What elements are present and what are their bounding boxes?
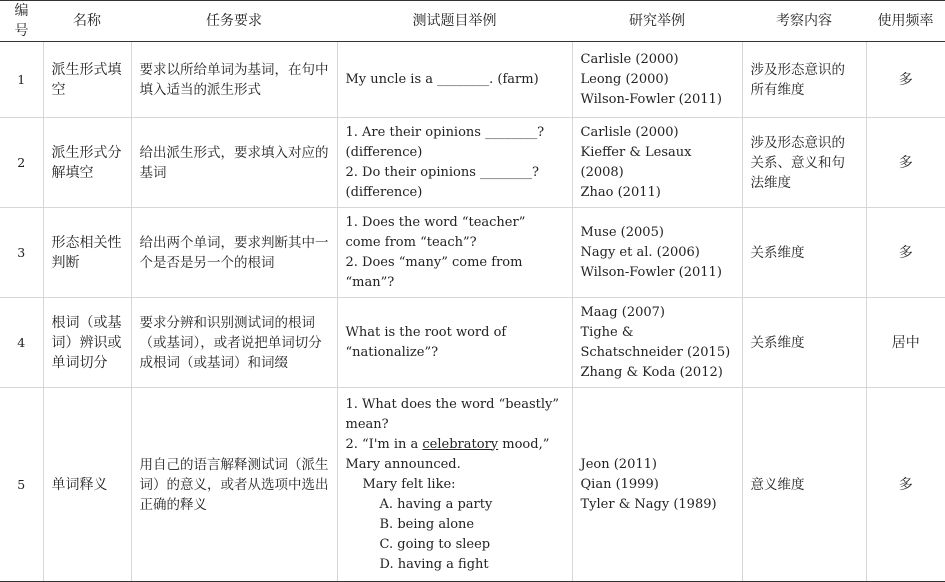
- header-frequency: 使用频率: [866, 1, 945, 42]
- study-item: Muse (2005): [580, 224, 664, 240]
- example-item: Mary felt like:: [362, 476, 456, 492]
- study-item: Jeon (2011): [580, 456, 657, 472]
- table-row: [0, 42, 945, 118]
- study-item: Wilson-Fowler (2011): [580, 91, 722, 107]
- study-item: Tighe & Schatschneider (2015): [580, 324, 731, 360]
- assessed-content: 关系维度: [742, 208, 866, 298]
- study-examples: [572, 298, 742, 388]
- assessed-content: 意义维度: [742, 388, 866, 582]
- usage-frequency: 居中: [866, 298, 945, 388]
- example-item: 1. Does the word “teacher” come from “teach”?: [345, 214, 526, 250]
- header-row: [0, 1, 945, 42]
- header-studies: 研究举例: [572, 1, 742, 42]
- task-name: 根词（或基词）辨识或单词切分: [43, 298, 131, 388]
- study-examples: [572, 42, 742, 118]
- option-item: A. having a party: [379, 496, 493, 512]
- task-name: 单词释义: [43, 388, 131, 582]
- header-example: 测试题目举例: [337, 1, 572, 42]
- usage-frequency: 多: [866, 208, 945, 298]
- usage-frequency: 多: [866, 118, 945, 208]
- underlined-word: celebratory: [422, 436, 499, 452]
- test-example: [337, 118, 572, 208]
- usage-frequency: 多: [866, 42, 945, 118]
- task-name: 形态相关性判断: [43, 208, 131, 298]
- table-row: [0, 118, 945, 208]
- row-number: 2: [0, 118, 43, 208]
- task-requirement: 用自己的语言解释测试词（派生词）的意义，或者从选项中选出正确的释义: [131, 388, 337, 582]
- header-name: 名称: [43, 1, 131, 42]
- table-row: [0, 388, 945, 582]
- usage-frequency: 多: [866, 388, 945, 582]
- test-example: [337, 388, 572, 582]
- test-example: [337, 208, 572, 298]
- study-item: Nagy et al. (2006): [580, 244, 700, 260]
- study-item: Wilson-Fowler (2011): [580, 264, 722, 280]
- header-content: 考察内容: [742, 1, 866, 42]
- study-item: Maag (2007): [580, 304, 665, 320]
- option-item: B. being alone: [379, 516, 475, 532]
- header-no: 编号: [0, 1, 43, 42]
- example-item: 1. Are their opinions ________? (difference): [345, 124, 545, 160]
- row-number: 4: [0, 298, 43, 388]
- example-item: 2. “I'm in a celebratory mood,” Mary announced.: [345, 436, 550, 472]
- study-item: Qian (1999): [580, 476, 659, 492]
- study-item: Carlisle (2000): [580, 51, 679, 67]
- study-examples: [572, 118, 742, 208]
- task-requirement: 要求以所给单词为基词，在句中填入适当的派生形式: [131, 42, 337, 118]
- assessed-content: 涉及形态意识的关系、意义和句法维度: [742, 118, 866, 208]
- row-number: 1: [0, 42, 43, 118]
- example-item: 2. Do their opinions ________? (difference): [345, 164, 540, 200]
- table-row: [0, 208, 945, 298]
- option-item: C. going to sleep: [379, 536, 491, 552]
- example-item: 2. Does “many” come from “man”?: [345, 254, 523, 290]
- example-item: 1. What does the word “beastly” mean?: [345, 396, 560, 432]
- task-name: 派生形式填空: [43, 42, 131, 118]
- table-row: [0, 298, 945, 388]
- test-example: My uncle is a ________. (farm): [337, 42, 572, 118]
- study-examples: [572, 208, 742, 298]
- study-item: Carlisle (2000): [580, 124, 679, 140]
- study-item: Zhang & Koda (2012): [580, 364, 723, 380]
- study-item: Zhao (2011): [580, 184, 661, 200]
- option-item: D. having a fight: [379, 556, 489, 572]
- assessed-content: 关系维度: [742, 298, 866, 388]
- header-task: 任务要求: [131, 1, 337, 42]
- row-number: 5: [0, 388, 43, 582]
- test-example: What is the root word of “nationalize”?: [337, 298, 572, 388]
- row-number: 3: [0, 208, 43, 298]
- task-requirement: 要求分辨和识别测试词的根词（或基词），或者说把单词切分成根词（或基词）和词缀: [131, 298, 337, 388]
- assessed-content: 涉及形态意识的所有维度: [742, 42, 866, 118]
- study-item: Tyler & Nagy (1989): [580, 496, 717, 512]
- task-name: 派生形式分解填空: [43, 118, 131, 208]
- study-item: Kieffer & Lesaux (2008): [580, 144, 692, 180]
- task-requirement: 给出两个单词，要求判断其中一个是否是另一个的根词: [131, 208, 337, 298]
- task-requirement: 给出派生形式，要求填入对应的基词: [131, 118, 337, 208]
- study-item: Leong (2000): [580, 71, 669, 87]
- study-examples: [572, 388, 742, 582]
